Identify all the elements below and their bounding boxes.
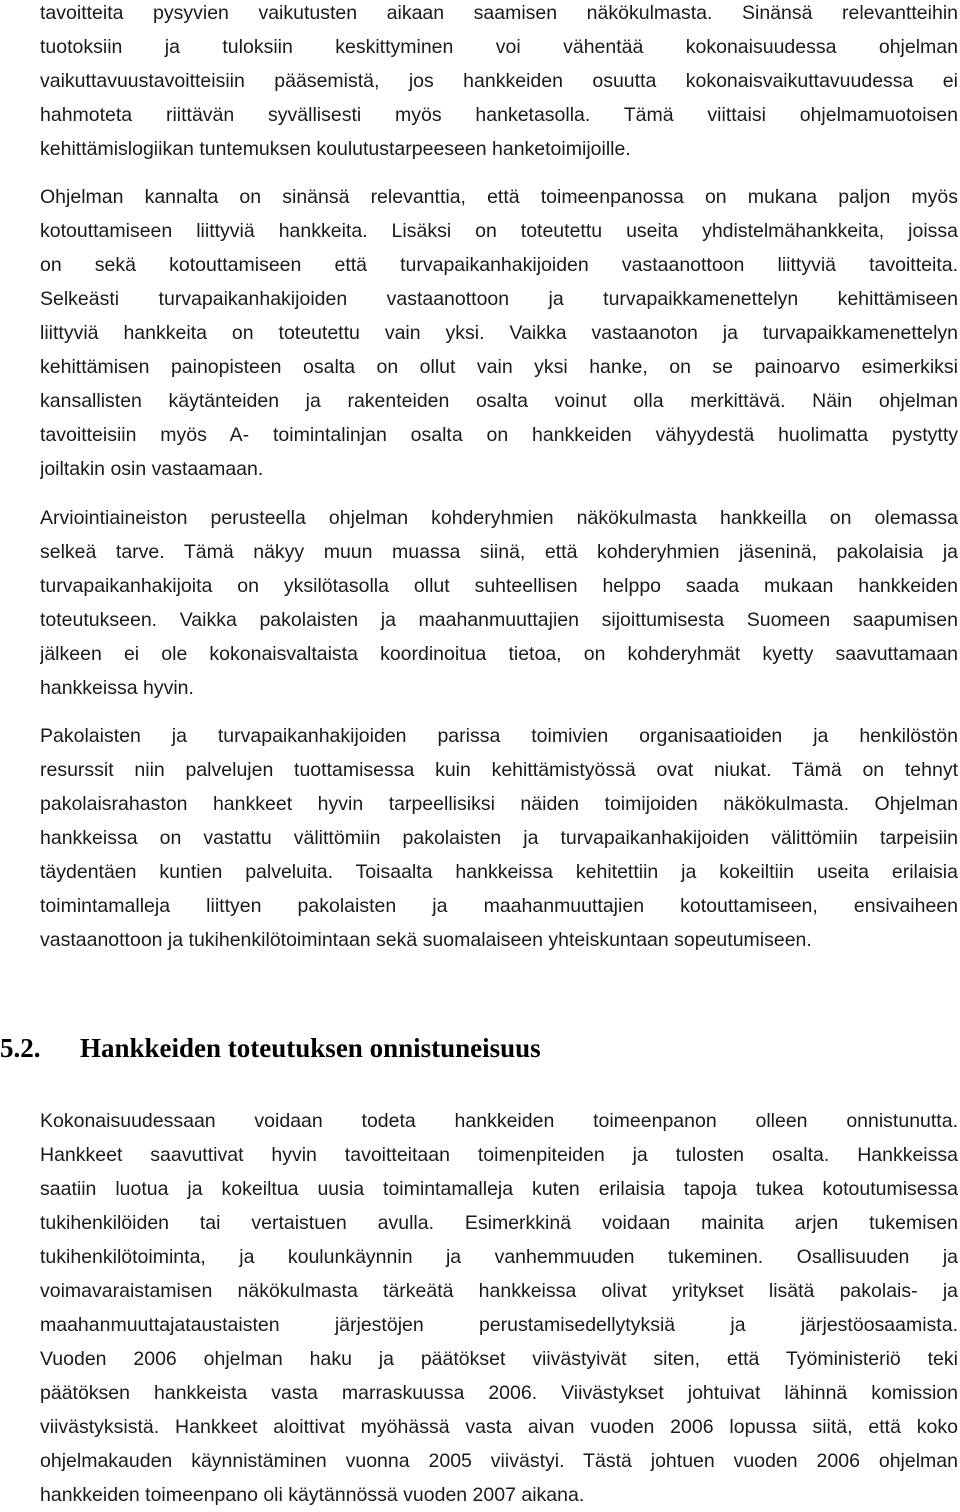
- text-line: tavoitteita pysyvien vaikutusten aikaan saamisen näkökulmasta. Sinänsä relevantteihin: [40, 2, 958, 24]
- text-line: päätöksen hankkeista vasta marraskuussa 2006. Viivästykset johtuivat lähinnä komission: [40, 1382, 958, 1404]
- text-line: hankkeissa hyvin.: [40, 677, 194, 699]
- text-line: vaikuttavuustavoitteisiin pääsemistä, jos hankkeiden osuutta kokonaisvaikuttavuudessa ei: [40, 70, 958, 92]
- text-line: pakolaisrahaston hankkeet hyvin tarpeellisiksi näiden toimijoiden näkökulmasta. Ohjelman: [40, 793, 958, 815]
- text-line: täydentäen kuntien palveluita. Toisaalta hankkeissa kehitettiin ja kokeiltiin useita erilaisia: [40, 861, 958, 883]
- text-line: tuotoksiin ja tuloksiin keskittyminen voi vähentää kokonaisuudessa ohjelman: [40, 36, 958, 58]
- text-line: kehittämisen painopisteen osalta on ollut vain yksi hanke, on se painoarvo esimerkiksi: [40, 356, 958, 378]
- text-line: vastaanottoon ja tukihenkilötoimintaan sekä suomalaiseen yhteiskuntaan sopeutumiseen.: [40, 929, 812, 951]
- text-line: Hankkeet saavuttivat hyvin tavoitteitaan toimenpiteiden ja tulosten osalta. Hankkeissa: [40, 1144, 958, 1166]
- text-line: selkeä tarve. Tämä näkyy muun muassa siinä, että kohderyhmien jäseninä, pakolaisia ja: [40, 541, 958, 563]
- text-line: kotouttamiseen liittyviä hankkeita. Lisäksi on toteutettu useita yhdistelmähankkeita, joissa: [40, 220, 958, 242]
- paragraph-1: [40, 0, 958, 166]
- text-line: tavoitteisiin myös A- toimintalinjan osalta on hankkeiden vähyydestä huolimatta pystytty: [40, 424, 958, 446]
- text-line: hankkeiden toimeenpano oli käytännössä vuoden 2007 aikana.: [40, 1484, 585, 1506]
- section-title: Hankkeiden toteutuksen onnistuneisuus: [80, 1033, 541, 1063]
- section-heading: [0, 1028, 960, 1068]
- text-line: saatiin luotua ja kokeiltua uusia toimintamalleja kuten erilaisia tapoja tukea kotoutumisessa: [40, 1178, 958, 1200]
- text-line: toimintamalleja liittyen pakolaisten ja maahanmuuttajien kotouttamiseen, ensivaiheen: [40, 895, 958, 917]
- paragraph-3: [40, 501, 958, 705]
- text-line: voimavaraistamisen näkökulmasta tärkeätä hankkeissa olivat yritykset lisätä pakolais- ja: [40, 1280, 958, 1302]
- text-line: Arviointiaineiston perusteella ohjelman kohderyhmien näkökulmasta hankkeilla on olemassa: [40, 507, 958, 529]
- text-line: liittyviä hankkeita on toteutettu vain yksi. Vaikka vastaanoton ja turvapaikkamenettelyn: [40, 322, 958, 344]
- text-line: Pakolaisten ja turvapaikanhakijoiden parissa toimivien organisaatioiden ja henkilöstön: [40, 725, 958, 747]
- text-line: joiltakin osin vastaamaan.: [40, 458, 264, 480]
- text-line: tukihenkilöiden tai vertaistuen avulla. Esimerkkinä voidaan mainita arjen tukemisen: [40, 1212, 958, 1234]
- text-line: Ohjelman kannalta on sinänsä relevanttia, että toimeenpanossa on mukana paljon myös: [40, 186, 958, 208]
- paragraph-2: [40, 180, 958, 486]
- text-line: kansallisten käytänteiden ja rakenteiden osalta voinut olla merkittävä. Näin ohjelman: [40, 390, 958, 412]
- text-line: ohjelmakauden käynnistäminen vuonna 2005 viivästyi. Tästä johtuen vuoden 2006 ohjelman: [40, 1450, 958, 1472]
- text-line: on sekä kotouttamiseen että turvapaikanhakijoiden vastaanottoon liittyviä tavoitteita.: [40, 254, 958, 276]
- text-line: Kokonaisuudessaan voidaan todeta hankkeiden toimeenpanon olleen onnistunutta.: [40, 1110, 958, 1132]
- text-line: toteutukseen. Vaikka pakolaisten ja maahanmuuttajien sijoittumisesta Suomeen saapumisen: [40, 609, 958, 631]
- text-line: resurssit niin palvelujen tuottamisessa kuin kehittämistyössä ovat niukat. Tämä on tehnyt: [40, 759, 958, 781]
- paragraph-4: [40, 719, 958, 957]
- text-line: maahanmuuttajataustaisten järjestöjen perustamisedellytyksiä ja järjestöosaamista.: [40, 1314, 958, 1336]
- paragraph-5: [40, 1104, 958, 1512]
- text-line: Selkeästi turvapaikanhakijoiden vastaanottoon ja turvapaikkamenettelyn kehittämiseen: [40, 288, 958, 310]
- section-number: 5.2.: [0, 1033, 41, 1063]
- text-line: tukihenkilötoiminta, ja koulunkäynnin ja vanhemmuuden tukeminen. Osallisuuden ja: [40, 1246, 958, 1268]
- text-line: hankkeissa on vastattu välittömiin pakolaisten ja turvapaikanhakijoiden välittömiin tarpeisiin: [40, 827, 958, 849]
- text-line: kehittämislogiikan tuntemuksen koulutustarpeeseen hanketoimijoille.: [40, 138, 631, 160]
- text-line: hahmoteta riittävän syvällisesti myös hanketasolla. Tämä viittaisi ohjelmamuotoisen: [40, 104, 958, 126]
- text-line: viivästyksistä. Hankkeet aloittivat myöhässä vasta aivan vuoden 2006 lopussa siitä, että koko: [40, 1416, 958, 1438]
- text-line: turvapaikanhakijoita on yksilötasolla ollut suhteellisen helppo saada mukaan hankkeiden: [40, 575, 958, 597]
- text-line: jälkeen ei ole kokonaisvaltaista koordinoitua tietoa, on kohderyhmät kyetty saavuttamaan: [40, 643, 958, 665]
- text-line: Vuoden 2006 ohjelman haku ja päätökset viivästyivät siten, että Työministeriö teki: [40, 1348, 958, 1370]
